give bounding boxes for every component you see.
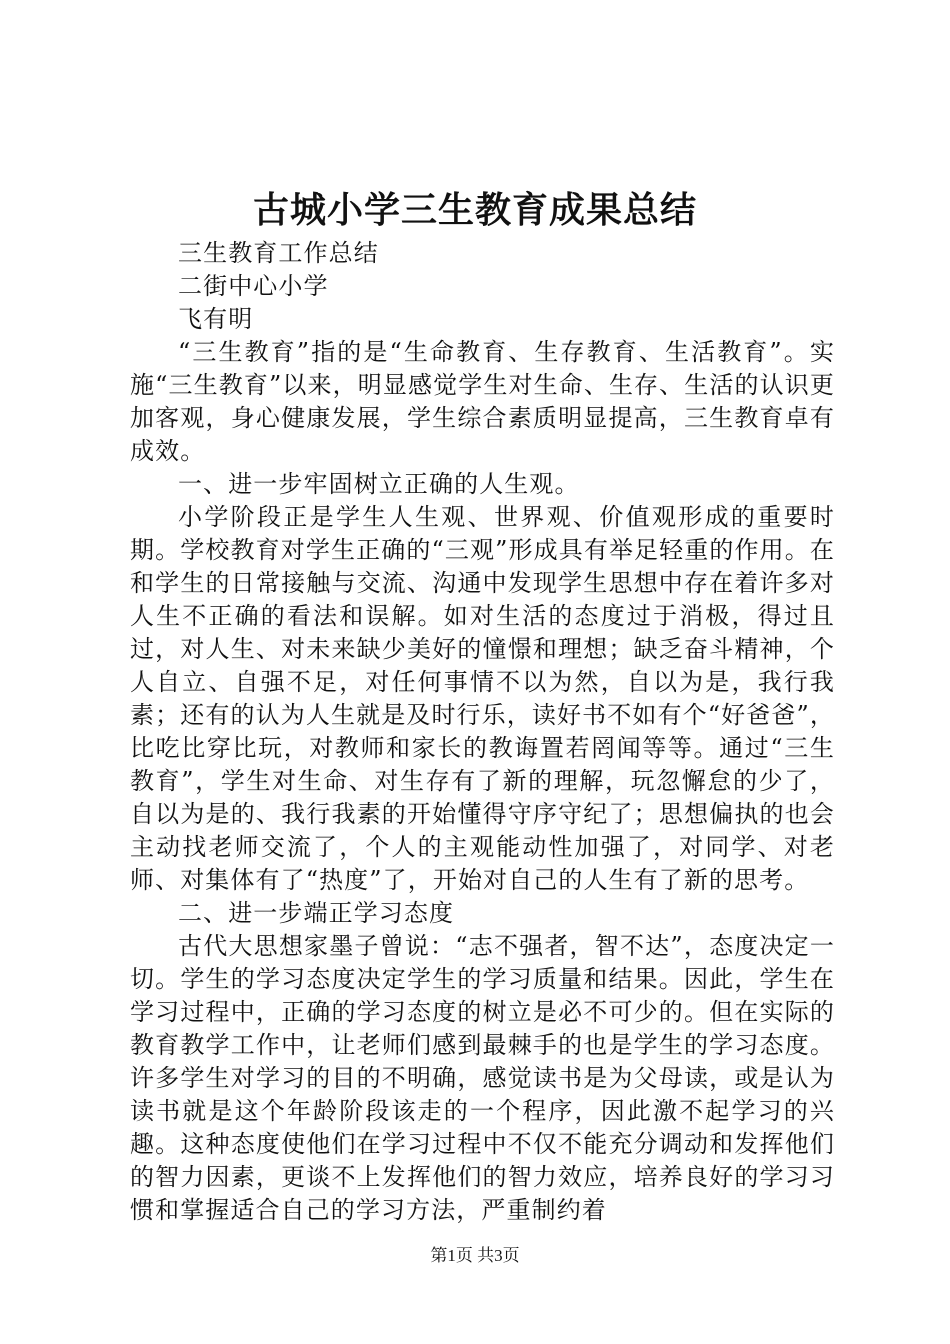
document-body — [130, 237, 835, 1227]
paragraph-subtitle: 三生教育工作总结 — [178, 239, 379, 267]
section-heading-2: 二、进一步端正学习态度 — [178, 899, 455, 927]
page-footer: 第1页 共3页 — [430, 1246, 520, 1265]
section-heading-1: 一、进一步牢固树立正确的人生观。 — [178, 470, 580, 498]
paragraph-intro: “三生教育”指的是“生命教育、生存教育、生活教育”。实施“三生教育”以来，明显感觉学生对生命、生存、生活的认识更加客观，身心健康发展，学生综合素质明显提高，三生教育卓有成效。 — [130, 338, 835, 465]
paragraph-section-2: 古代大思想家墨子曾说：“志不强者，智不达”，态度决定一切。学生的学习态度决定学生的学习质量和结果。因此，学生在学习过程中，正确的学习态度的树立是必不可少的。但在实际的教育教学工作中，让老师们感到最棘手的也是学生的学习态度。许多学生对学习的目的不明确，感觉读书是为父母读，或是认为读书就是这个年龄阶段该走的一个程序，因此激不起学习的兴趣。这种态度使他们在学习过程中不仅不能充分调动和发挥他们的智力因素，更谈不上发挥他们的智力效应，培养良好的学习习惯和掌握适合自己的学习方法，严重制约着 — [130, 932, 835, 1224]
paragraph-school: 二街中心小学 — [178, 272, 329, 300]
document-title: 古城小学三生教育成果总结 — [252, 189, 697, 231]
paragraph-section-1: 小学阶段正是学生人生观、世界观、价值观形成的重要时期。学校教育对学生正确的“三观”形成具有举足轻重的作用。在和学生的日常接触与交流、沟通中发现学生思想中存在着许多对人生不正确的看法和误解。如对生活的态度过于消极，得过且过，对人生、对未来缺少美好的憧憬和理想；缺乏奋斗精神，个人自立、自强不足，对任何事情不以为然，自以为是，我行我素；还有的认为人生就是及时行乐，读好书不如有个“好爸爸”，比吃比穿比玩，对教师和家长的教诲置若罔闻等等。通过“三生教育”，学生对生命、对生存有了新的理解，玩忽懈怠的少了，自以为是的、我行我素的开始懂得守序守纪了；思想偏执的也会主动找老师交流了，个人的主观能动性加强了，对同学、对老师、对集体有了“热度”了，开始对自己的人生有了新的思考。 — [130, 503, 835, 894]
paragraph-author: 飞有明 — [178, 305, 254, 333]
